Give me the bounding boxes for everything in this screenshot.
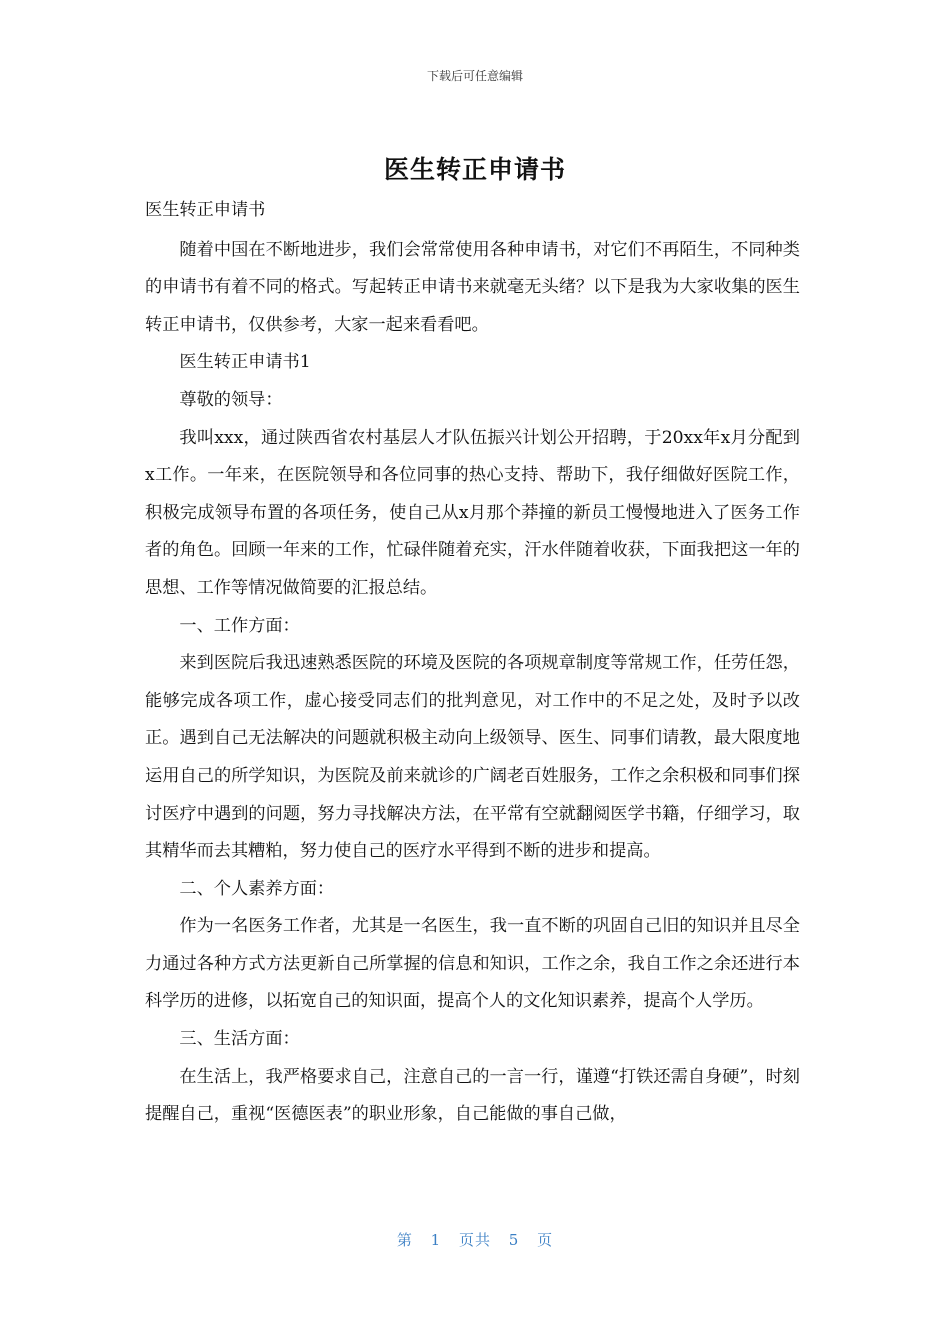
page-header: 下载后可任意编辑 bbox=[426, 69, 523, 83]
paragraph-body: 在生活上，我严格要求自己，注意自己的一言一行，谨遵“打铁还需自身硬”，时刻提醒自己，重视“医德医表”的职业形象，自己能做的事自己做， bbox=[145, 1066, 800, 1125]
paragraph-body: 作为一名医务工作者，尤其是一名医生，我一直不断的巩固自己旧的知识并且尽全力通过各种方式方法更新自己所掌握的信息和知识，工作之余，我自工作之余还进行本科学历的进修，以拓宽自己的知识面，提高个人的文化知识素养，提高个人学历。 bbox=[145, 916, 800, 1012]
paragraph-heading-work: 一、工作方面： bbox=[179, 615, 300, 636]
document-body bbox=[145, 192, 800, 1134]
paragraph-intro: 随着中国在不断地进步，我们会常常使用各种申请书，对它们不再陌生，不同种类的申请书有着不同的格式。写起转正申请书来就毫无头绪？以下是我为大家收集的医生转正申请书，仅供参考，大家一起来看看吧。 bbox=[145, 239, 800, 335]
paragraph-salutation: 尊敬的领导： bbox=[179, 389, 283, 410]
page-footer: 第 1 页共 5 页 bbox=[396, 1231, 554, 1249]
paragraph-body: 来到医院后我迅速熟悉医院的环境及医院的各项规章制度等常规工作，任劳任怨，能够完成各项工作，虚心接受同志们的批判意见，对工作中的不足之处，及时予以改正。遇到自己无法解决的问题就积极主动向上级领导、医生、同事们请教，最大限度地运用自己的所学知识，为医院及前来就诊的广阔老百姓服务，工作之余积极和同事们探讨医疗中遇到的问题，努力寻找解决方法，在平常有空就翻阅医学书籍，仔细学习，取其精华而去其糟粕，努力使自己的医疗水平得到不断的进步和提高。 bbox=[145, 653, 800, 862]
document-title: 医生转正申请书 bbox=[383, 155, 566, 184]
paragraph-heading-personal: 二、个人素养方面： bbox=[179, 878, 335, 899]
paragraph-section-heading: 医生转正申请书1 bbox=[179, 352, 311, 373]
paragraph-body: 我叫xxx，通过陕西省农村基层人才队伍振兴计划公开招聘，于20xx年x月分配到x工作。一年来，在医院领导和各位同事的热心支持、帮助下，我仔细做好医院工作，积极完成领导布置的各项任务，使自己从x月那个莽撞的新员工慢慢地进入了医务工作者的角色。回顾一年来的工作，忙碌伴随着充实，汗水伴随着收获，下面我把这一年的思想、工作等情况做简要的汇报总结。 bbox=[145, 427, 800, 598]
paragraph-heading-life: 三、生活方面： bbox=[179, 1029, 300, 1050]
paragraph-subtitle: 医生转正申请书 bbox=[145, 200, 266, 220]
